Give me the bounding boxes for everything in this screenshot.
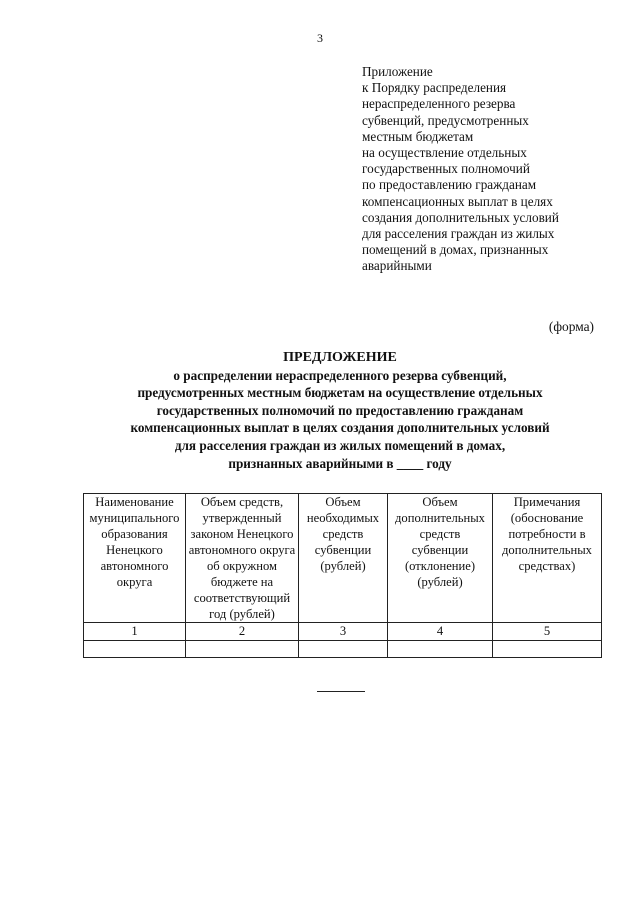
column-number: 3 (299, 623, 388, 641)
title-line: предусмотренных местным бюджетам на осуществление отдельных (137, 385, 543, 401)
column-header-notes: Примечания (обоснование потребности в дополнительных средствах) (493, 494, 602, 623)
column-header-additional-amount: Объем дополнительных средств субвенции (отклонение) (рублей) (388, 494, 493, 623)
title-line: компенсационных выплат в целях создания дополнительных условий (130, 420, 550, 436)
footer-divider (317, 691, 365, 692)
proposal-table (83, 493, 602, 658)
table-header-row (84, 494, 602, 623)
appendix-line: государственных полномочий (362, 161, 530, 177)
column-number: 5 (493, 623, 602, 641)
appendix-line: субвенций, предусмотренных (362, 112, 529, 128)
table-cell (299, 641, 388, 658)
appendix-line: Приложение (362, 64, 433, 79)
appendix-note (362, 64, 622, 275)
title-line: о распределении нераспределенного резерва субвенций, (173, 367, 507, 383)
title-line: государственных полномочий по предоставлению гражданам (156, 402, 524, 418)
title-line: признанных аварийными в ____ году (228, 455, 452, 471)
appendix-line: нераспределенного резерва (362, 96, 516, 112)
appendix-line: для расселения граждан из жилых (362, 226, 555, 242)
title-heading: ПРЕДЛОЖЕНИЕ (283, 350, 397, 365)
column-header-approved-amount: Объем средств, утвержденный законом Ненецкого автономного округа об окружном бюджете на соответствующий год (рублей) (186, 494, 299, 623)
appendix-line: на осуществление отдельных (362, 145, 527, 161)
appendix-line: компенсационных выплат в целях (362, 193, 553, 209)
appendix-line: создания дополнительных условий (362, 209, 559, 225)
appendix-line: по предоставлению гражданам (362, 177, 537, 193)
column-header-municipality: Наименование муниципального образования Ненецкого автономного округа (84, 494, 186, 623)
appendix-line: к Порядку распределения (362, 80, 507, 96)
form-label: (форма) (548, 319, 594, 334)
table-cell (84, 641, 186, 658)
table-cell (186, 641, 299, 658)
appendix-line: аварийными (362, 258, 432, 274)
table-cell (388, 641, 493, 658)
page-number: 3 (317, 31, 323, 45)
table-cell (493, 641, 602, 658)
column-number: 2 (186, 623, 299, 641)
appendix-line: помещений в домах, признанных (362, 242, 549, 258)
column-number: 4 (388, 623, 493, 641)
column-number: 1 (84, 623, 186, 641)
title-line: для расселения граждан из жилых помещений в домах, (174, 437, 506, 453)
document-title (40, 349, 640, 472)
appendix-line: местным бюджетам (362, 128, 474, 144)
table-row (84, 641, 602, 658)
column-number-row (84, 623, 602, 641)
column-header-required-amount: Объем необходимых средств субвенции (рублей) (299, 494, 388, 623)
